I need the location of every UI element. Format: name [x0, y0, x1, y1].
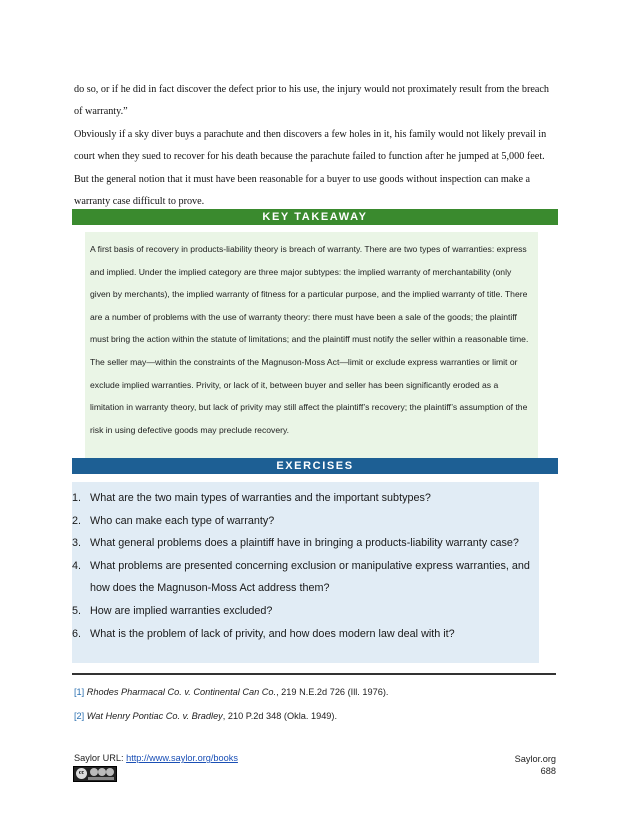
exercise-text: What problems are presented concerning exclusion or manipulative express warranties, and how does the Magnuson-Moss Act address them? [90, 559, 530, 595]
exercise-text: What are the two main types of warranties and the important subtypes? [90, 492, 431, 504]
exercises-box [72, 482, 539, 663]
footnote-ref-link[interactable]: [2] [74, 711, 85, 721]
exercise-number: 1. [72, 492, 82, 504]
exercise-item [72, 600, 539, 623]
by-icon [90, 768, 98, 776]
footnote-case-name: Wat Henry Pontiac Co. v. Bradley [86, 711, 223, 721]
exercises-banner: EXERCISES [72, 458, 558, 474]
key-takeaway-box [85, 232, 538, 458]
exercise-item [72, 532, 539, 555]
key-takeaway-text: A first basis of recovery in products-liability theory is breach of warranty. There are two types of warranties: express and implied. Under the implied category are three major subtypes: the implied warranty of merchantability (only given by merchants), the implied warranty of fitness for a particular purpose, and the implied warranty of title. There are a number of problems with the use of warranty theory: there must have been a sale of the goods; the plaintiff must bring the action within the statute of limitations; and the plaintiff must notify the seller within a reasonable time. The seller may—within the constraints of the Magnuson-Moss Act—limit or exclude express warranties or limit or exclude implied warranties. Privity, or lack of it, between buyer and seller has been significantly eroded as a limitation in warranty theory, but lack of privity may still affect the plaintiff’s recovery; the plaintiff’s assumption of the risk in using defective goods may preclude recovery. [90, 244, 529, 435]
footnote-divider [72, 673, 556, 675]
exercises-list [72, 487, 539, 645]
cc-logo-icon: cc [76, 768, 87, 779]
page-number: 688 [540, 766, 556, 776]
saylor-books-link[interactable]: http://www.saylor.org/books [126, 753, 238, 763]
footer-site: Saylor.org [514, 754, 556, 764]
exercise-number: 4. [72, 559, 82, 572]
footnote-2 [74, 711, 337, 721]
exercise-number: 3. [72, 537, 82, 550]
exercise-item [72, 555, 539, 600]
footnote-1 [74, 687, 388, 697]
exercise-number: 5. [72, 604, 82, 617]
exercise-text: How are implied warranties excluded? [90, 604, 273, 617]
exercise-item [72, 510, 539, 533]
exercise-item [72, 623, 539, 646]
exercise-text: What general problems does a plaintiff have in bringing a products-liability warranty case? [90, 537, 519, 550]
paragraph-continued: do so, or if he did in fact discover the defect prior to his use, the injury would not proximately result from the breach of warranty.” [74, 84, 550, 118]
footnote-citation: , 219 N.E.2d 726 (Ill. 1976). [276, 687, 389, 697]
exercise-text: What is the problem of lack of privity, and how does modern law deal with it? [90, 627, 455, 640]
exercise-text: Who can make each type of warranty? [90, 514, 275, 527]
footnote-ref-link[interactable]: [1] [74, 687, 85, 697]
exercise-number: 2. [72, 514, 82, 527]
nc-icon [98, 768, 106, 776]
footnote-case-name: Rhodes Pharmacal Co. v. Continental Can Co. [86, 687, 277, 697]
license-bar [88, 777, 114, 780]
cc-license-icon [73, 766, 117, 782]
footer-page-info [515, 753, 556, 777]
footnote-citation: , 210 P.2d 348 (Okla. 1949). [222, 711, 338, 721]
body-text [74, 79, 560, 213]
key-takeaway-banner: KEY TAKEAWAY [72, 209, 558, 225]
exercise-item [72, 487, 539, 510]
footer-source [74, 753, 238, 763]
sa-icon [106, 768, 114, 776]
footer-url-label: Saylor URL: [74, 753, 127, 763]
paragraph-parachute: Obviously if a sky diver buys a parachute and then discovers a few holes in it, his family would not likely prevail in court when they sued to recover for his death because the parachute failed to function after he jumped at 5,000 feet. But the general notion that it must have been reasonable for a buyer to use goods without inspection can make a warranty case difficult to prove. [74, 128, 547, 208]
exercise-number: 6. [72, 627, 82, 640]
